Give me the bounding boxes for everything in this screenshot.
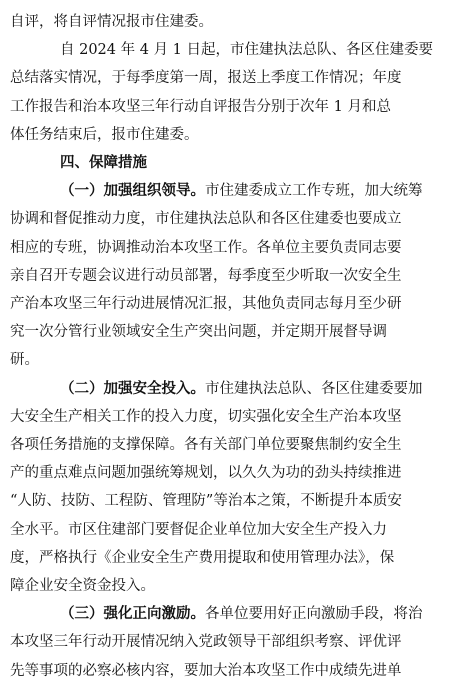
text-line: 先等事项的必察必核内容，要加大治本攻坚工作中成绩先进单 xyxy=(10,662,402,679)
paragraph-safety-investment xyxy=(10,375,449,601)
text-line: “人防、技防、工程防、管理防”等治本之策，不断提升本质安 xyxy=(10,493,402,510)
text-line: 总结落实情况，于每季度第一周，报送上季度工作情况；年度 xyxy=(10,70,402,87)
paragraph-positive-incentive xyxy=(10,600,449,685)
text-line: 各项任务措施的支撑保障。各有关部门单位要聚焦制约安全生 xyxy=(10,437,402,454)
subsection-lead: （三）强化正向激励。 xyxy=(60,606,205,623)
section-title: 四、保障措施 xyxy=(60,155,147,172)
text-line: 协调和督促推动力度，市住建执法总队和各区住建委也要成立 xyxy=(10,211,402,228)
text-line xyxy=(10,177,449,205)
subsection-lead: （一）加强组织领导。 xyxy=(60,183,205,200)
text-line: 大安全生产相关工作的投入力度，切实强化安全生产治本攻坚 xyxy=(10,408,402,425)
text-line: 相应的专班，协调推动治本攻坚工作。各单位主要负责同志要 xyxy=(10,239,402,256)
text-fragment: 市住建委成立工作专班，加大统筹 xyxy=(205,183,423,200)
text-fragment: 市住建执法总队、各区住建委要加 xyxy=(205,380,423,397)
text-line: 工作报告和治本攻坚三年行动自评报告分别于次年 1 月和总 xyxy=(10,98,391,115)
text-line: 究一次分管行业领域安全生产突出问题，并定期开展督导调 xyxy=(10,324,387,341)
paragraph-reporting-schedule xyxy=(10,36,449,149)
text-line: 本攻坚三年行动开展情况纳入党政领导干部组织考察、评优评 xyxy=(10,634,402,651)
section-heading xyxy=(10,149,449,177)
text-line: 产治本攻坚三年行动进展情况汇报，其他负责同志每月至少研 xyxy=(10,296,402,313)
text-line: 障企业安全资金投入。 xyxy=(10,578,155,595)
text-line: 亲自召开专题会议进行动员部署，每季度至少听取一次安全生 xyxy=(10,267,402,284)
paragraph-organization-leadership xyxy=(10,177,449,374)
text-line: 产的重点难点问题加强统筹规划，以久久为功的劲头持续推进 xyxy=(10,465,402,482)
text-line xyxy=(10,375,449,403)
text-line: 度，严格执行《企业安全生产费用提取和使用管理办法》，保 xyxy=(10,549,395,566)
text-line: 研。 xyxy=(10,352,39,369)
text-line: 体任务结束后，报市住建委。 xyxy=(10,126,199,143)
text-line xyxy=(10,600,449,628)
text-fragment: 各单位要用好正向激励手段，将治 xyxy=(205,606,423,623)
text-line: 全水平。市区住建部门要督促企业单位加大安全生产投入力 xyxy=(10,521,387,538)
text-line: 自评，将自评情况报市住建委。 xyxy=(10,14,213,30)
paragraph-self-evaluation-tail xyxy=(10,8,449,36)
text-line: 自 2024 年 4 月 1 日起，市住建执法总队、各区住建委要 xyxy=(60,42,434,59)
subsection-lead: （二）加强安全投入。 xyxy=(60,380,205,397)
